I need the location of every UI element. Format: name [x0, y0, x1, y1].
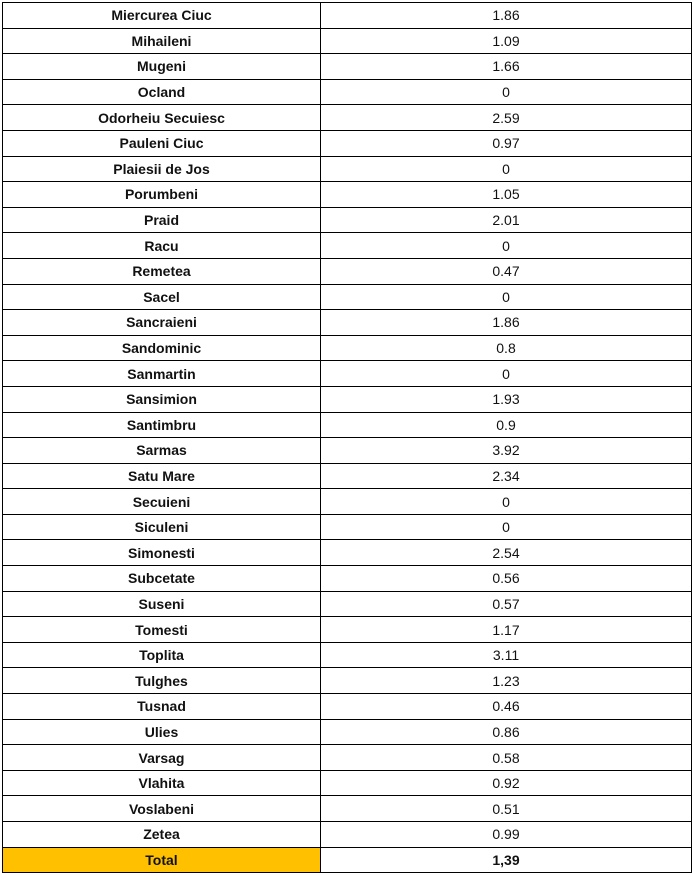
locality-name-cell: Sanmartin: [3, 361, 321, 387]
locality-name-cell: Porumbeni: [3, 182, 321, 208]
value-cell: 0: [321, 361, 692, 387]
table-row: [3, 463, 692, 489]
value-cell: 1.86: [321, 3, 692, 29]
table-row: [3, 822, 692, 848]
locality-name-cell: Vlahita: [3, 770, 321, 796]
table-row: [3, 566, 692, 592]
table-row: [3, 361, 692, 387]
table-row: [3, 386, 692, 412]
table-row: [3, 617, 692, 643]
locality-name-cell: Ulies: [3, 719, 321, 745]
table-row: [3, 258, 692, 284]
total-value: 1,39: [321, 847, 692, 873]
table-body: [3, 3, 692, 873]
table-row: [3, 105, 692, 131]
table-row: [3, 745, 692, 771]
value-cell: 1.09: [321, 28, 692, 54]
locality-name-cell: Pauleni Ciuc: [3, 130, 321, 156]
value-cell: 0.92: [321, 770, 692, 796]
locality-name-cell: Plaiesii de Jos: [3, 156, 321, 182]
locality-name-cell: Zetea: [3, 822, 321, 848]
table-row: [3, 668, 692, 694]
locality-name-cell: Voslabeni: [3, 796, 321, 822]
value-cell: 0.8: [321, 335, 692, 361]
table-row: [3, 28, 692, 54]
locality-name-cell: Tomesti: [3, 617, 321, 643]
table-row: [3, 770, 692, 796]
value-cell: 1.93: [321, 386, 692, 412]
table-row: [3, 54, 692, 80]
table-row: [3, 796, 692, 822]
value-cell: 0: [321, 489, 692, 515]
locality-name-cell: Remetea: [3, 258, 321, 284]
table-row: [3, 3, 692, 29]
table-row: [3, 642, 692, 668]
locality-name-cell: Sansimion: [3, 386, 321, 412]
locality-name-cell: Toplita: [3, 642, 321, 668]
value-cell: 0: [321, 284, 692, 310]
value-cell: 2.59: [321, 105, 692, 131]
table-row: [3, 719, 692, 745]
locality-name-cell: Tulghes: [3, 668, 321, 694]
value-cell: 0.51: [321, 796, 692, 822]
locality-name-cell: Varsag: [3, 745, 321, 771]
table-row: [3, 591, 692, 617]
value-cell: 1.23: [321, 668, 692, 694]
value-cell: 0: [321, 156, 692, 182]
locality-name-cell: Miercurea Ciuc: [3, 3, 321, 29]
value-cell: 0: [321, 79, 692, 105]
value-cell: 0.56: [321, 566, 692, 592]
locality-name-cell: Ocland: [3, 79, 321, 105]
locality-name-cell: Suseni: [3, 591, 321, 617]
table-row: [3, 233, 692, 259]
table-row: [3, 284, 692, 310]
value-cell: 0.9: [321, 412, 692, 438]
value-cell: 1.66: [321, 54, 692, 80]
table-row: [3, 514, 692, 540]
table-row: [3, 335, 692, 361]
locality-name-cell: Mihaileni: [3, 28, 321, 54]
table-row: [3, 207, 692, 233]
locality-name-cell: Racu: [3, 233, 321, 259]
locality-name-cell: Sarmas: [3, 438, 321, 464]
value-cell: 0.46: [321, 694, 692, 720]
table-row: [3, 540, 692, 566]
value-cell: 0.97: [321, 130, 692, 156]
locality-name-cell: Mugeni: [3, 54, 321, 80]
value-cell: 0.86: [321, 719, 692, 745]
value-cell: 2.34: [321, 463, 692, 489]
value-cell: 0: [321, 514, 692, 540]
value-cell: 1.05: [321, 182, 692, 208]
table-row: [3, 130, 692, 156]
value-cell: 3.11: [321, 642, 692, 668]
table-row: [3, 182, 692, 208]
locality-name-cell: Sandominic: [3, 335, 321, 361]
locality-name-cell: Odorheiu Secuiesc: [3, 105, 321, 131]
locality-name-cell: Simonesti: [3, 540, 321, 566]
value-cell: 2.01: [321, 207, 692, 233]
value-cell: 0.57: [321, 591, 692, 617]
value-cell: 2.54: [321, 540, 692, 566]
table-row: [3, 156, 692, 182]
locality-name-cell: Sacel: [3, 284, 321, 310]
table-row: [3, 310, 692, 336]
table-row: [3, 489, 692, 515]
value-cell: 0.99: [321, 822, 692, 848]
data-table: [2, 2, 692, 873]
total-label: Total: [3, 847, 321, 873]
locality-name-cell: Secuieni: [3, 489, 321, 515]
value-cell: 1.86: [321, 310, 692, 336]
value-cell: 0.58: [321, 745, 692, 771]
value-cell: 0.47: [321, 258, 692, 284]
table-row: [3, 694, 692, 720]
value-cell: 0: [321, 233, 692, 259]
value-cell: 1.17: [321, 617, 692, 643]
locality-name-cell: Subcetate: [3, 566, 321, 592]
locality-name-cell: Tusnad: [3, 694, 321, 720]
table-row: [3, 79, 692, 105]
locality-name-cell: Praid: [3, 207, 321, 233]
locality-name-cell: Satu Mare: [3, 463, 321, 489]
value-cell: 3.92: [321, 438, 692, 464]
total-row: [3, 847, 692, 873]
locality-name-cell: Siculeni: [3, 514, 321, 540]
table-row: [3, 438, 692, 464]
table-row: [3, 412, 692, 438]
locality-name-cell: Santimbru: [3, 412, 321, 438]
locality-name-cell: Sancraieni: [3, 310, 321, 336]
